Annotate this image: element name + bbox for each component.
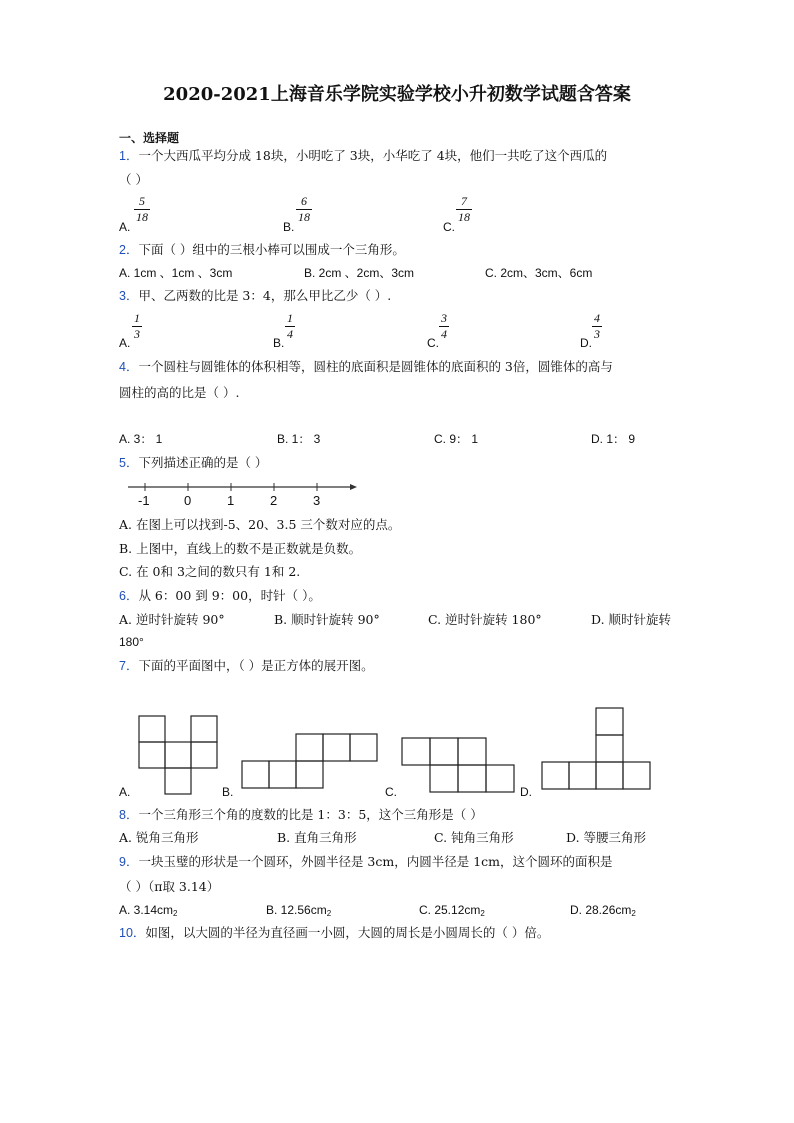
- option-a: A. 3： 1: [119, 432, 163, 446]
- fraction-denominator: 4: [441, 327, 447, 341]
- option-a: A. 逆时针旋转 90°: [119, 612, 225, 627]
- question-number: 3．: [119, 289, 139, 303]
- option-label: A.: [119, 220, 131, 234]
- fraction-numerator: 3: [441, 311, 447, 325]
- option-a: A. 锐角三角形: [119, 830, 199, 845]
- fraction-denominator: 18: [458, 210, 470, 224]
- question-text: 下面的平面图中，（ ）是正方体的展开图。: [138, 658, 374, 673]
- option-d: D. 顺时针旋转: [591, 612, 672, 627]
- option-c: C. 2cm、3cm、6cm: [485, 266, 593, 280]
- question-1-cont: （ ）: [119, 172, 148, 187]
- option-b: B.: [222, 785, 234, 799]
- question-number: 1．: [119, 149, 139, 163]
- option-b: B. 上图中，直线上的数不是正数就是负数。: [119, 541, 362, 556]
- option-label: B.: [273, 336, 285, 350]
- option-a: A.: [119, 785, 131, 799]
- fraction-denominator: 18: [136, 210, 148, 224]
- option-c: C. 逆时针旋转 180°: [428, 612, 542, 627]
- option-label: A.: [119, 336, 131, 350]
- tick-label: 0: [184, 493, 192, 508]
- option-c: C. 钝角三角形: [434, 830, 514, 845]
- section-heading: 一、选择题: [119, 131, 180, 145]
- option-b: B. 直角三角形: [277, 830, 357, 845]
- question-number: 7．: [119, 659, 139, 673]
- question-4-cont: 圆柱的高的比是（ ）.: [119, 385, 240, 400]
- fraction-denominator: 3: [134, 327, 140, 341]
- option-b: B. $12.56cm_2$: [266, 903, 332, 918]
- option-c: C. 9： 1: [434, 432, 479, 446]
- fraction-numerator: 6: [301, 194, 307, 208]
- option-d: D. 等腰三角形: [566, 830, 647, 845]
- option-b: B. 1： 3: [277, 432, 321, 446]
- question-text: 甲、乙两数的比是 3：4，那么甲比乙少（ ）.: [138, 288, 392, 303]
- option-label: C.: [427, 336, 439, 350]
- page-title: 2020-2021上海音乐学院实验学校小升初数学试题含答案: [163, 84, 631, 105]
- question-8: [119, 807, 483, 823]
- fraction-denominator: 18: [298, 210, 310, 224]
- tick-label: -1: [138, 493, 150, 508]
- option-label: B.: [283, 220, 295, 234]
- tick-label: 2: [270, 493, 278, 508]
- tick-label: 1: [227, 493, 235, 508]
- question-text: 一个圆柱与圆锥体的体积相等，圆柱的底面积是圆锥体的底面积的 3倍，圆锥体的高与: [138, 359, 613, 374]
- question-number: 9．: [119, 855, 139, 869]
- fraction-numerator: 4: [594, 311, 600, 325]
- question-text: 一个三角形三个角的度数的比是 1：3：5，这个三角形是（ ）: [138, 807, 483, 822]
- option-d-cont: 180°: [119, 635, 144, 649]
- option-label: D.: [580, 336, 592, 350]
- question-number: 2．: [119, 243, 139, 257]
- fraction-denominator: 4: [287, 327, 293, 341]
- option-b: B. 2cm 、2cm、3cm: [304, 266, 415, 280]
- question-10: [119, 925, 549, 941]
- option-c: C.: [385, 785, 397, 799]
- tick-label: 3: [313, 493, 321, 508]
- option-a: A. $3.14cm_2$: [119, 903, 178, 918]
- fraction-denominator: 3: [594, 327, 600, 341]
- question-number: 5．: [119, 456, 139, 470]
- question-number: 8．: [119, 808, 139, 822]
- question-text: 一块玉璧的形状是一个圆环，外圆半径是 3cm，内圆半径是 1cm，这个圆环的面积是: [138, 854, 613, 869]
- question-text: 如图，以大圆的半径为直径画一小圆，大圆的周长是小圆周长的（ ）倍。: [145, 925, 550, 940]
- option-d: D. 1： 9: [591, 432, 636, 446]
- option-d: D. $28.26cm_2$: [570, 903, 636, 918]
- question-text: 下面（ ）组中的三根小棒可以围成一个三角形。: [138, 242, 405, 257]
- question-text: 一个大西瓜平均分成 18块，小明吃了 3块，小华吃了 4块，他们一共吃了这个西瓜的: [138, 148, 608, 163]
- option-d: D.: [520, 785, 532, 799]
- question-9: [119, 854, 613, 870]
- question-text: 下列描述正确的是（ ）: [138, 455, 268, 470]
- option-c: C. $25.12cm_2$: [419, 903, 485, 918]
- question-number: 4．: [119, 360, 139, 374]
- fraction-numerator: 5: [139, 194, 145, 208]
- question-number: 10．: [119, 926, 146, 940]
- fraction-numerator: 1: [287, 311, 293, 325]
- option-a: A. 在图上可以找到-5、20、3.5 三个数对应的点。: [119, 517, 401, 532]
- option-label: C.: [443, 220, 455, 234]
- fraction-numerator: 7: [461, 194, 467, 208]
- option-c: C. 在 0和 3之间的数只有 1和 2.: [119, 564, 301, 579]
- option-a: A. 1cm 、1cm 、3cm: [119, 266, 233, 280]
- fraction-numerator: 1: [134, 311, 140, 325]
- question-number: 6．: [119, 589, 139, 603]
- option-b: B. 顺时针旋转 90°: [274, 612, 380, 627]
- question-text: 从 6：00 到 9：00，时针（ ）。: [138, 588, 321, 603]
- question-9-cont: （ ）（π取 3.14）: [119, 879, 220, 894]
